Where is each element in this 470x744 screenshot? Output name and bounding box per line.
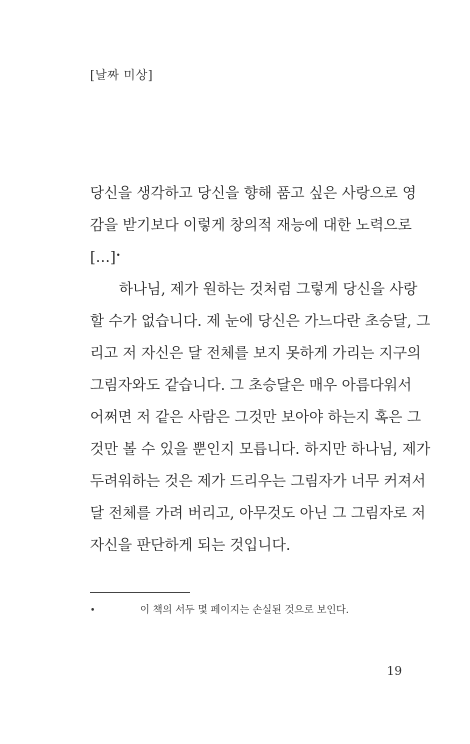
text-line: 그림자와도 같습니다. 그 초승달은 매우 아름다워서 xyxy=(90,378,412,394)
text-line: 리고 저 자신은 달 전체를 보지 못하게 가리는 지구의 xyxy=(90,346,422,362)
footnote-text: 이 책의 서두 몇 페이지는 손실된 것으로 보인다. xyxy=(140,605,349,616)
footnote-marker: • xyxy=(115,251,121,260)
text-line xyxy=(90,242,404,274)
text-line: 두려워하는 것은 제가 드리우는 그림자가 너무 커져서 xyxy=(90,474,426,490)
text-line: 감을 받기보다 이렇게 창의적 재능에 대한 노력으로 xyxy=(90,218,412,234)
text-line: 자신을 판단하게 되는 것입니다. xyxy=(90,538,291,554)
text-line: 달 전체를 가려 버리고, 아무것도 아닌 그 그림자로 저 xyxy=(90,506,426,522)
footnote-divider xyxy=(90,592,190,593)
text-line: 어쩌면 저 같은 사람은 그것만 보아야 하는지 혹은 그 xyxy=(90,410,422,426)
footnote xyxy=(90,601,390,616)
date-note: [날짜 미상] xyxy=(90,68,154,82)
body-text xyxy=(90,178,431,562)
footnote-bullet: • xyxy=(90,606,96,616)
text-line: 당신을 생각하고 당신을 향해 품고 싶은 사랑으로 영 xyxy=(90,186,417,202)
text-line: 하나님, 제가 원하는 것처럼 그렇게 당신을 사랑 xyxy=(119,282,418,298)
ellipsis-bracket: […] xyxy=(90,250,116,266)
text-line: 할 수가 없습니다. 제 눈에 당신은 가느다란 초승달, 그 xyxy=(90,314,431,330)
text-line: 것만 볼 수 있을 뿐인지 모릅니다. 하지만 하나님, 제가 xyxy=(90,442,431,458)
page-number: 19 xyxy=(386,664,402,678)
